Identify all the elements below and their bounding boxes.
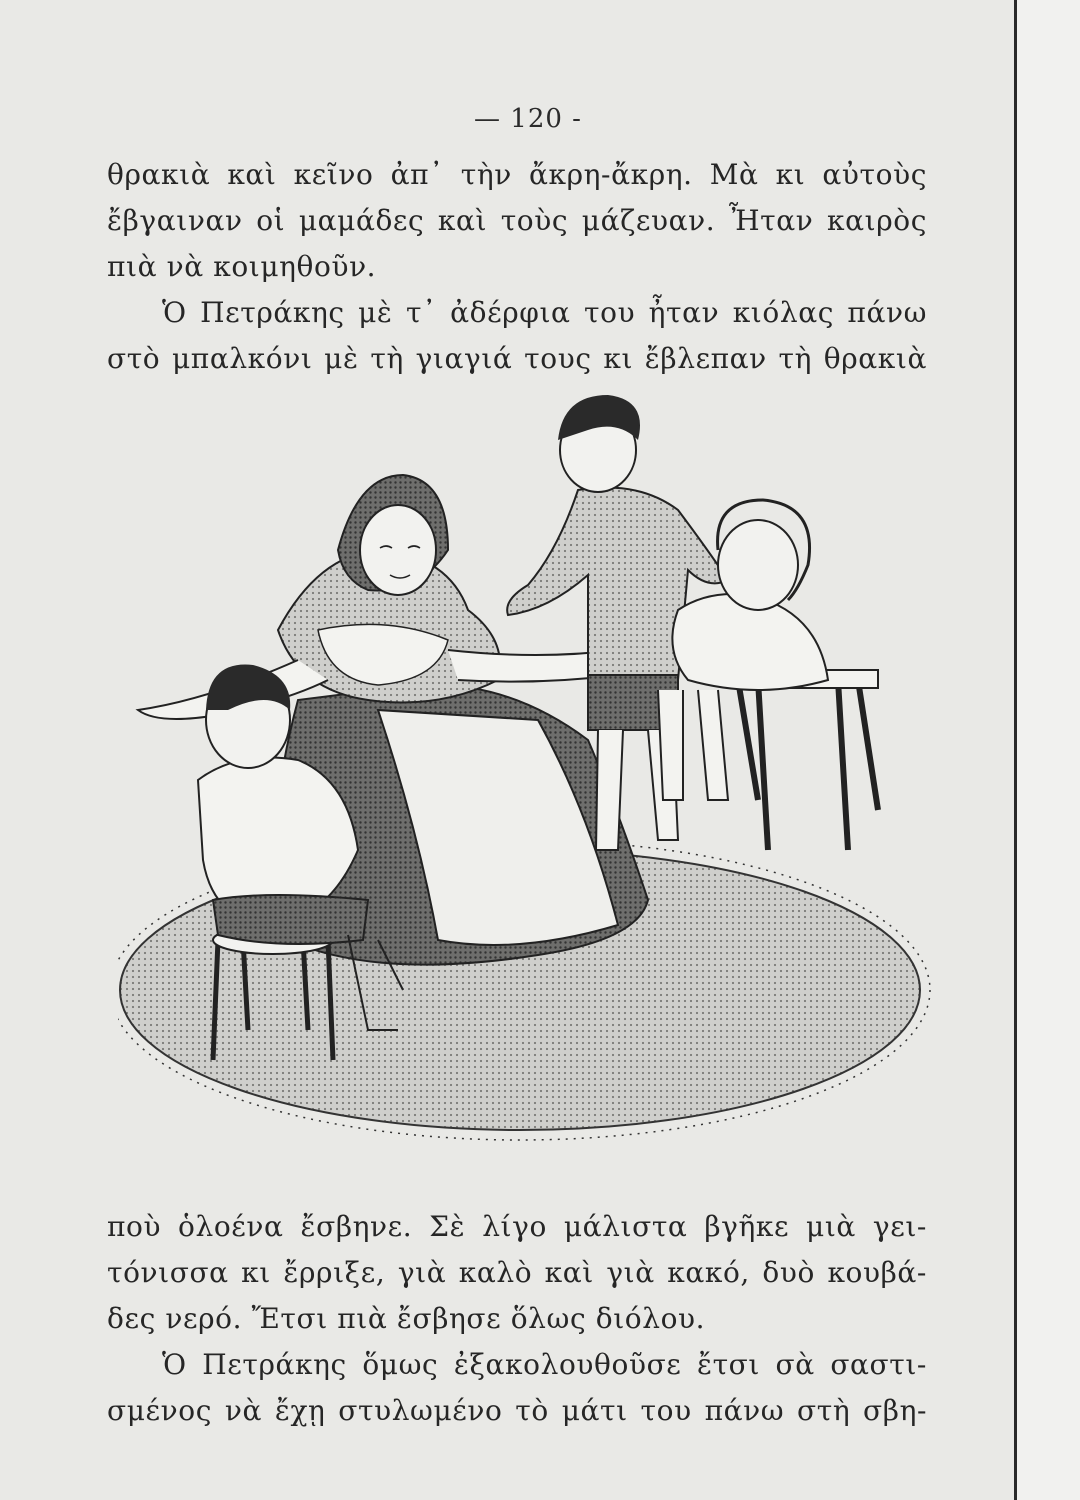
text-line: Ὁ Πετράκης μὲ τ᾽ ἀδέρφια του ἦταν κιόλας πάνω bbox=[162, 296, 927, 329]
paragraph bbox=[107, 152, 927, 290]
text-line: πιὰ νὰ κοιμηθοῦν. bbox=[107, 250, 377, 283]
text-line: ποὺ ὁλοένα ἔσβηνε. Σὲ λίγο μάλιστα βγῆκε μιὰ γει- bbox=[107, 1210, 927, 1243]
top-text-block bbox=[107, 152, 927, 382]
paragraph bbox=[107, 1342, 927, 1434]
grandmother-with-children-illustration-icon bbox=[118, 380, 938, 1180]
bottom-text-block bbox=[107, 1204, 927, 1434]
page-number: — 120 - bbox=[474, 104, 582, 134]
text-line: Ὁ Πετράκης ὅμως ἐξακολουθοῦσε ἔτσι σὰ σαστι- bbox=[162, 1348, 927, 1381]
paragraph bbox=[107, 290, 927, 382]
text-line: στὸ μπαλκόνι μὲ τὴ γιαγιά τους κι ἔβλεπαν τὴ θρακιὰ bbox=[107, 342, 927, 375]
paragraph bbox=[107, 1204, 927, 1342]
text-line: τόνισσα κι ἔρριξε, γιὰ καλὸ καὶ γιὰ κακό, δυὸ κουβά- bbox=[107, 1256, 927, 1289]
text-line: θρακιὰ καὶ κεῖνο ἀπ᾽ τὴν ἄκρη-ἄκρη. Μὰ κι αὐτοὺς bbox=[107, 158, 927, 191]
text-line: σμένος νὰ ἔχῃ στυλωμένο τὸ μάτι του πάνω στὴ σβη- bbox=[107, 1394, 927, 1427]
page-gutter bbox=[1017, 0, 1080, 1500]
text-line: ἔβγαιναν οἱ μαμάδες καὶ τοὺς μάζευαν. Ἦταν καιρὸς bbox=[107, 204, 927, 237]
text-line: δες νερό. Ἔτσι πιὰ ἔσβησε ὅλως διόλου. bbox=[107, 1302, 706, 1335]
